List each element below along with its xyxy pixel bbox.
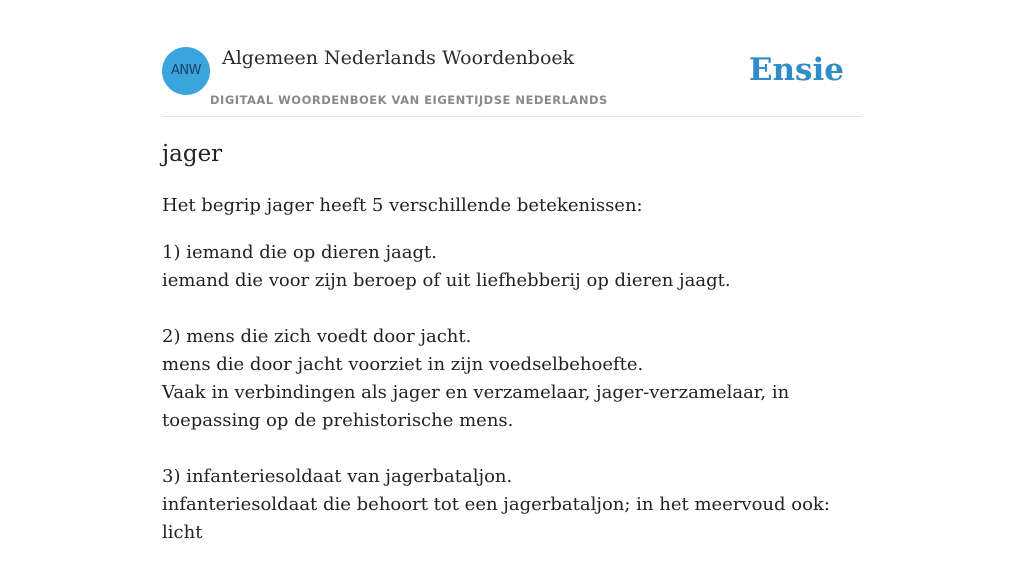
- entry-content: [162, 138, 862, 575]
- meaning-heading: 1) iemand die op dieren jaagt.: [162, 242, 438, 263]
- entry-intro: Het begrip jager heeft 5 verschillende betekenissen:: [162, 195, 643, 216]
- meaning-item: [162, 239, 862, 295]
- meaning-definition: infanteriesoldaat die behoort tot een jagerbataljon; in het meervoud ook: licht: [162, 494, 830, 543]
- site-subtitle: DIGITAAL WOORDENBOEK VAN EIGENTIJDSE NEDERLANDS: [210, 93, 608, 107]
- site-header: [162, 46, 862, 117]
- meaning-item: [162, 323, 862, 435]
- meaning-item: [162, 463, 862, 547]
- anw-logo[interactable]: ANW: [162, 47, 210, 95]
- headword: jager: [162, 141, 223, 167]
- meaning-note: Vaak in verbindingen als jager en verzamelaar, jager-verzamelaar, in toepassing op de prehistorische mens.: [162, 382, 790, 431]
- meaning-definition: mens die door jacht voorziet in zijn voedselbehoefte.: [162, 354, 644, 375]
- meaning-heading: 2) mens die zich voedt door jacht.: [162, 326, 472, 347]
- meaning-definition: iemand die voor zijn beroep of uit liefhebberij op dieren jaagt.: [162, 270, 731, 291]
- meaning-heading: 3) infanteriesoldaat van jagerbataljon.: [162, 466, 513, 487]
- ensie-brand-link[interactable]: Ensie: [748, 52, 844, 88]
- site-title[interactable]: Algemeen Nederlands Woordenboek: [222, 47, 575, 69]
